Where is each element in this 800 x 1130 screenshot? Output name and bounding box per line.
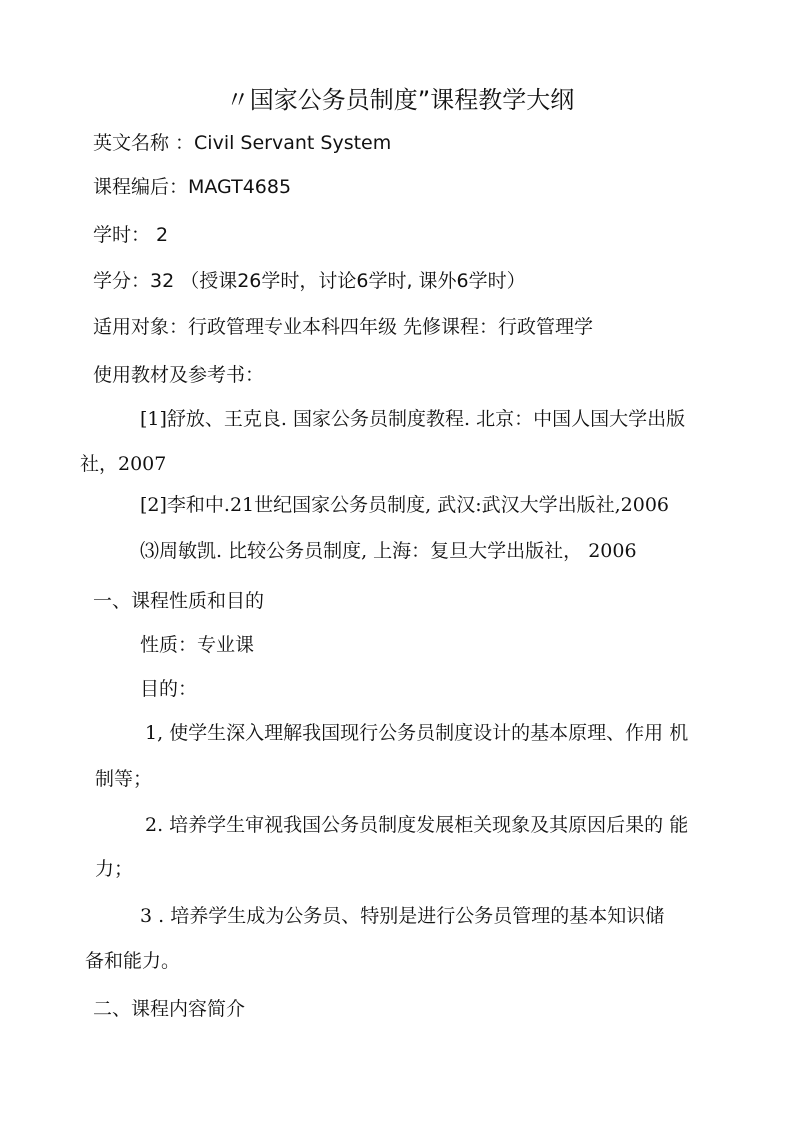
purpose-item-3: 3 . 培养学生成为公务员、特别是进行公务员管理的基本知识储 bbox=[140, 905, 665, 927]
document-title: 〃国家公务员制度”课程教学大纲 bbox=[225, 86, 575, 114]
hours-line: 学时： 2 bbox=[93, 224, 169, 246]
purpose-item-1-continued: 制等； bbox=[95, 768, 153, 790]
reference-2: [2]李和中.21世纪国家公务员制度, 武汉:武汉大学出版社,2006 bbox=[140, 494, 670, 516]
reference-1-continued: 社，2007 bbox=[80, 453, 167, 475]
reference-3: ⑶周敏凯. 比较公务员制度, 上海：复旦大学出版社， 2006 bbox=[140, 540, 637, 562]
purpose-item-2: 2. 培养学生审视我国公务员制度发展柜关现象及其原因后果的 能 bbox=[145, 814, 689, 836]
audience-line: 适用对象：行政管理专业本科四年级 先修课程：行政管理学 bbox=[93, 316, 594, 338]
purpose-item-2-continued: 力； bbox=[95, 858, 134, 880]
purpose-label: 目的： bbox=[140, 678, 198, 700]
textbooks-heading: 使用教材及参考书： bbox=[93, 364, 265, 386]
section-2-heading: 二、课程内容简介 bbox=[93, 998, 246, 1020]
course-code-line: 课程编后：MAGT4685 bbox=[93, 176, 292, 198]
course-nature: 性质：专业课 bbox=[140, 634, 255, 656]
purpose-item-1: 1, 使学生深入理解我国现行公务员制度设计的基本原理、作用 机 bbox=[145, 722, 689, 744]
purpose-item-3-continued: 备和能力。 bbox=[85, 950, 181, 972]
english-name-line: 英文名称 ：Civil Servant System bbox=[93, 132, 392, 154]
section-1-heading: 一、课程性质和目的 bbox=[93, 590, 265, 612]
reference-1: [1]舒放、王克良. 国家公务员制度教程. 北京：中国人国大学出版 bbox=[140, 408, 686, 430]
credits-line: 学分：32 （授课26学时，讨论6学时, 课外6学时） bbox=[93, 270, 526, 292]
